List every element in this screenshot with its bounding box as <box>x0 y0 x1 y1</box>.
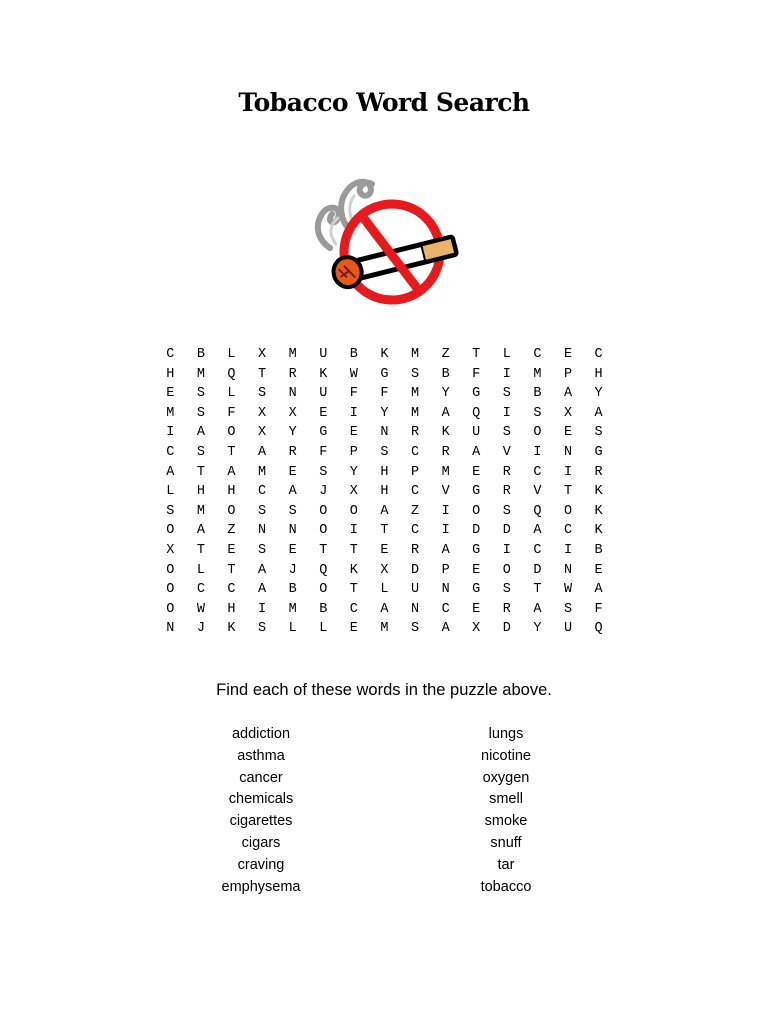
grid-letter: P <box>410 464 420 480</box>
grid-letter: N <box>166 621 175 637</box>
grid-letter: Y <box>594 386 603 402</box>
grid-letter: Y <box>441 386 450 402</box>
grid-letter: A <box>196 425 205 441</box>
grid-row <box>155 384 615 404</box>
grid-letter: K <box>441 425 450 441</box>
grid-letter: Q <box>227 366 236 382</box>
grid-letter: A <box>533 523 542 539</box>
grid-letter: T <box>227 562 236 578</box>
grid-letter: O <box>319 582 328 598</box>
grid-letter: O <box>563 503 573 519</box>
grid-letter: I <box>349 405 358 421</box>
grid-letter: M <box>288 347 297 362</box>
grid-letter: C <box>166 444 175 460</box>
grid-letter: C <box>258 484 267 500</box>
grid-letter: O <box>349 503 358 519</box>
grid-letter: A <box>196 523 205 539</box>
grid-letter: S <box>196 405 205 421</box>
grid-letter: A <box>563 386 573 402</box>
grid-letter: O <box>319 523 328 539</box>
grid-letter: W <box>349 366 358 382</box>
grid-letter: R <box>288 366 297 382</box>
grid-letter: C <box>533 464 542 480</box>
grid-letter: C <box>410 523 420 539</box>
grid-letter: E <box>349 425 358 441</box>
grid-letter: E <box>472 464 481 480</box>
grid-letter: K <box>227 621 236 637</box>
grid-letter: N <box>441 582 450 598</box>
grid-letter: Z <box>227 523 236 539</box>
grid-letter: H <box>196 484 205 500</box>
grid-letter: F <box>349 386 358 402</box>
grid-letter: L <box>227 347 236 362</box>
grid-letter: B <box>594 542 603 558</box>
grid-letter: C <box>227 582 236 598</box>
word-list-item: nicotine <box>481 747 531 764</box>
grid-letter: I <box>441 523 450 539</box>
grid-letter: U <box>563 621 573 637</box>
grid-row <box>155 404 615 424</box>
grid-letter: E <box>227 542 236 558</box>
grid-letter: O <box>166 582 175 598</box>
grid-letter: D <box>410 562 420 578</box>
word-search-grid <box>155 345 615 639</box>
grid-letter: H <box>380 464 389 480</box>
grid-row <box>155 580 615 600</box>
grid-letter: T <box>380 523 389 539</box>
grid-letter: S <box>166 503 175 519</box>
grid-letter: L <box>380 582 389 598</box>
grid-letter: M <box>196 503 205 519</box>
grid-letter: R <box>288 444 297 460</box>
grid-letter: X <box>258 405 267 421</box>
word-list-item: cigars <box>241 834 281 851</box>
grid-letter: S <box>533 405 542 421</box>
grid-letter: U <box>319 386 328 402</box>
grid-letter: O <box>319 503 328 519</box>
grid-letter: E <box>380 542 389 558</box>
grid-letter: O <box>472 503 481 519</box>
grid-letter: S <box>502 425 511 441</box>
grid-letter: R <box>502 601 511 617</box>
grid-letter: S <box>563 601 573 617</box>
grid-letter: E <box>472 562 481 578</box>
grid-letter: G <box>594 444 603 460</box>
grid-letter: K <box>380 347 389 362</box>
grid-letter: A <box>441 542 450 558</box>
grid-letter: A <box>441 405 450 421</box>
grid-letter: J <box>288 562 297 578</box>
grid-row <box>155 463 615 483</box>
grid-letter: R <box>410 425 420 441</box>
grid-letter: B <box>196 347 205 362</box>
grid-letter: V <box>502 444 511 460</box>
word-list-right <box>406 724 606 898</box>
grid-letter: T <box>349 542 358 558</box>
grid-letter: A <box>594 582 603 598</box>
word-list-item: snuff <box>490 834 522 851</box>
grid-letter: M <box>533 366 542 382</box>
grid-letter: H <box>166 366 175 382</box>
grid-letter: N <box>563 562 573 578</box>
grid-letter: S <box>258 621 267 637</box>
grid-letter: I <box>441 503 450 519</box>
grid-letter: X <box>472 621 481 637</box>
grid-letter: H <box>227 601 236 617</box>
grid-letter: I <box>502 542 511 558</box>
grid-letter: A <box>380 601 389 617</box>
grid-letter: K <box>594 503 603 519</box>
word-list-item: tar <box>497 856 515 873</box>
grid-letter: X <box>258 347 267 362</box>
grid-letter: S <box>196 444 205 460</box>
grid-letter: F <box>594 601 603 617</box>
grid-letter: L <box>166 484 175 500</box>
grid-letter: K <box>594 523 603 539</box>
grid-letter: C <box>349 601 358 617</box>
grid-letter: D <box>472 523 481 539</box>
grid-letter: S <box>410 366 420 382</box>
grid-letter: U <box>319 347 328 362</box>
grid-letter: N <box>410 601 420 617</box>
grid-letter: A <box>594 405 603 421</box>
word-list-item: lungs <box>488 726 524 742</box>
grid-letter: I <box>502 405 511 421</box>
grid-letter: N <box>380 425 389 441</box>
grid-letter: G <box>380 366 389 382</box>
grid-letter: O <box>227 503 236 519</box>
grid-letter: T <box>319 542 328 558</box>
grid-letter: B <box>319 601 328 617</box>
grid-letter: S <box>258 503 267 519</box>
grid-letter: D <box>533 562 542 578</box>
word-list-item: smell <box>489 791 523 808</box>
word-list-item: chemicals <box>228 791 294 808</box>
grid-letter: D <box>502 523 511 539</box>
grid-letter: F <box>380 386 389 402</box>
grid-letter: E <box>319 405 328 421</box>
grid-row <box>155 541 615 561</box>
grid-letter: B <box>349 347 358 362</box>
grid-letter: R <box>502 464 511 480</box>
word-list-item: smoke <box>484 813 528 830</box>
grid-letter: S <box>502 386 511 402</box>
grid-letter: C <box>533 347 542 362</box>
grid-letter: U <box>472 425 481 441</box>
grid-letter: O <box>166 601 175 617</box>
grid-letter: S <box>288 503 297 519</box>
grid-letter: A <box>380 503 389 519</box>
grid-letter: V <box>533 484 542 500</box>
grid-letter: T <box>227 444 236 460</box>
grid-letter: Q <box>319 562 328 578</box>
grid-letter: M <box>410 347 420 362</box>
grid-row <box>155 482 615 502</box>
grid-row <box>155 443 615 463</box>
grid-letter: F <box>227 405 236 421</box>
grid-letter: K <box>319 366 328 382</box>
grid-letter: O <box>166 562 175 578</box>
grid-letter: S <box>380 444 389 460</box>
grid-letter: C <box>441 601 450 617</box>
grid-row <box>155 600 615 620</box>
grid-letter: G <box>472 386 481 402</box>
grid-letter: S <box>410 621 420 637</box>
grid-letter: N <box>288 523 297 539</box>
grid-letter: E <box>349 621 358 637</box>
grid-letter: A <box>441 621 450 637</box>
grid-letter: E <box>563 425 573 441</box>
grid-letter: A <box>258 444 267 460</box>
grid-letter: C <box>196 582 205 598</box>
no-smoking-icon <box>308 170 460 310</box>
grid-letter: R <box>594 464 603 480</box>
grid-letter: L <box>288 621 297 637</box>
grid-letter: A <box>472 444 481 460</box>
grid-letter: P <box>563 366 573 382</box>
grid-letter: R <box>502 484 511 500</box>
grid-letter: L <box>227 386 236 402</box>
instructions: Find each of these words in the puzzle above. <box>216 681 552 699</box>
grid-letter: I <box>349 523 358 539</box>
grid-letter: F <box>472 366 481 382</box>
grid-letter: G <box>472 484 481 500</box>
grid-letter: Z <box>441 347 450 362</box>
grid-letter: G <box>319 425 328 441</box>
grid-letter: M <box>441 464 450 480</box>
grid-letter: H <box>594 366 603 382</box>
grid-letter: Q <box>533 503 542 519</box>
grid-letter: T <box>349 582 358 598</box>
grid-row <box>155 561 615 581</box>
grid-letter: P <box>441 562 450 578</box>
grid-letter: B <box>288 582 297 598</box>
grid-letter: M <box>410 405 420 421</box>
page-title: Tobacco Word Search <box>238 88 530 117</box>
grid-letter: C <box>410 444 420 460</box>
grid-letter: W <box>196 601 205 617</box>
grid-letter: I <box>533 444 542 460</box>
grid-letter: Y <box>349 464 358 480</box>
grid-letter: W <box>563 582 573 598</box>
grid-letter: V <box>441 484 450 500</box>
grid-letter: S <box>502 582 511 598</box>
grid-letter: X <box>258 425 267 441</box>
grid-letter: A <box>227 464 236 480</box>
grid-letter: G <box>472 582 481 598</box>
grid-letter: A <box>166 464 175 480</box>
grid-letter: O <box>533 425 542 441</box>
grid-letter: E <box>594 562 603 578</box>
grid-letter: J <box>319 484 328 500</box>
grid-letter: M <box>196 366 205 382</box>
grid-letter: O <box>502 562 511 578</box>
word-list-item: craving <box>237 856 285 873</box>
grid-letter: S <box>196 386 205 402</box>
grid-letter: Y <box>380 405 389 421</box>
grid-letter: L <box>502 347 511 362</box>
grid-row <box>155 521 615 541</box>
grid-letter: T <box>196 464 205 480</box>
grid-letter: Q <box>594 621 603 637</box>
grid-letter: X <box>349 484 358 500</box>
word-list-item: asthma <box>237 747 285 764</box>
word-list-item: cancer <box>239 769 283 786</box>
word-list-left <box>161 724 361 898</box>
grid-letter: M <box>258 464 267 480</box>
grid-row <box>155 619 615 639</box>
grid-row <box>155 365 615 385</box>
grid-letter: P <box>349 444 358 460</box>
grid-letter: Z <box>410 503 420 519</box>
word-list-item: cigarettes <box>229 813 293 830</box>
grid-letter: A <box>533 601 542 617</box>
grid-letter: R <box>441 444 450 460</box>
grid-letter: K <box>349 562 358 578</box>
word-list-item: tobacco <box>480 878 532 895</box>
grid-row <box>155 423 615 443</box>
grid-letter: B <box>441 366 450 382</box>
grid-letter: A <box>288 484 297 500</box>
grid-letter: E <box>166 386 175 402</box>
grid-letter: X <box>380 562 389 578</box>
grid-letter: T <box>533 582 542 598</box>
grid-letter: Y <box>533 621 542 637</box>
grid-letter: T <box>258 366 267 382</box>
grid-row <box>155 345 615 365</box>
grid-letter: H <box>380 484 389 500</box>
grid-letter: L <box>196 562 205 578</box>
grid-letter: N <box>258 523 267 539</box>
grid-letter: E <box>563 347 573 362</box>
grid-letter: C <box>563 523 573 539</box>
grid-letter: I <box>166 425 175 441</box>
grid-letter: S <box>258 386 267 402</box>
grid-letter: E <box>288 542 297 558</box>
grid-letter: A <box>258 562 267 578</box>
grid-letter: K <box>594 484 603 500</box>
grid-letter: U <box>410 582 420 598</box>
grid-letter: A <box>258 582 267 598</box>
grid-letter: T <box>563 484 573 500</box>
grid-letter: F <box>319 444 328 460</box>
grid-letter: I <box>563 464 573 480</box>
grid-row <box>155 502 615 522</box>
grid-letter: E <box>472 601 481 617</box>
grid-letter: H <box>227 484 236 500</box>
grid-letter: C <box>166 347 175 362</box>
grid-letter: M <box>288 601 297 617</box>
grid-letter: I <box>258 601 267 617</box>
grid-letter: M <box>166 405 175 421</box>
grid-letter: C <box>533 542 542 558</box>
grid-letter: M <box>410 386 420 402</box>
word-list-item: addiction <box>231 726 291 742</box>
grid-letter: G <box>472 542 481 558</box>
grid-letter: C <box>410 484 420 500</box>
grid-letter: X <box>288 405 297 421</box>
grid-letter: S <box>319 464 328 480</box>
grid-letter: N <box>288 386 297 402</box>
grid-letter: T <box>196 542 205 558</box>
grid-letter: D <box>502 621 511 637</box>
grid-letter: O <box>227 425 236 441</box>
grid-letter: Q <box>472 405 481 421</box>
grid-letter: M <box>380 621 389 637</box>
grid-letter: J <box>196 621 205 637</box>
grid-letter: O <box>166 523 175 539</box>
grid-letter: I <box>563 542 573 558</box>
grid-letter: X <box>563 405 573 421</box>
grid-letter: S <box>258 542 267 558</box>
grid-letter: X <box>166 542 175 558</box>
grid-letter: E <box>288 464 297 480</box>
word-list-item: oxygen <box>482 769 530 786</box>
grid-letter: L <box>319 621 328 637</box>
grid-letter: I <box>502 366 511 382</box>
grid-letter: T <box>472 347 481 362</box>
grid-letter: R <box>410 542 420 558</box>
word-list-item: emphysema <box>221 878 301 895</box>
grid-letter: S <box>502 503 511 519</box>
grid-letter: N <box>563 444 573 460</box>
grid-letter: B <box>533 386 542 402</box>
grid-letter: Y <box>288 425 297 441</box>
grid-letter: S <box>594 425 603 441</box>
grid-letter: C <box>594 347 603 362</box>
